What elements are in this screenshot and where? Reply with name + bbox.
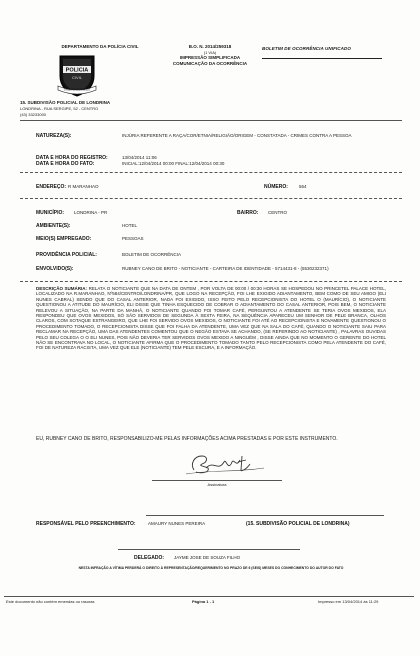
section-divider bbox=[20, 198, 402, 199]
delegado-line bbox=[118, 549, 300, 550]
delegado-value: JAYME JOSE DE SOUZA FILHO bbox=[174, 555, 241, 560]
meios-value: PESSOAS bbox=[122, 236, 144, 241]
police-badge-logo bbox=[56, 52, 98, 98]
department-title: DEPARTAMENTO DA POLÍCIA CIVIL bbox=[61, 44, 139, 49]
handwritten-signature bbox=[180, 448, 270, 480]
description-block bbox=[36, 286, 386, 351]
numero-label: NÚMERO: bbox=[264, 184, 288, 190]
registro-value: 13/04/2014 11:06 bbox=[122, 155, 157, 160]
municipio-label: MUNICÍPIO: bbox=[36, 210, 65, 216]
responsavel-label: RESPONSÁVEL PELO PREENCHIMENTO: bbox=[36, 521, 136, 527]
meios-label: MEIO(S) EMPREGADO: bbox=[36, 236, 92, 242]
bairro-value: CENTRO bbox=[268, 210, 287, 215]
description-label: DESCRIÇÃO SUMÁRIA: bbox=[36, 286, 88, 291]
unit-title: 15. SUBDIVISÃO POLICIAL DE LONDRINA bbox=[20, 100, 111, 105]
providencia-label: PROVIDÊNCIA POLICIAL: bbox=[36, 252, 97, 258]
providencia-value: BOLETIM DE OCORRÊNCIA bbox=[122, 252, 182, 257]
bo-number: B.O. N. 2014/259318 bbox=[188, 44, 232, 49]
endereco-label: ENDEREÇO: bbox=[36, 184, 67, 190]
signature-line bbox=[152, 480, 282, 481]
numero-value: 564 bbox=[299, 184, 307, 189]
bo-via: (1 VIA) bbox=[203, 50, 217, 55]
natureza-value: INJÚRIA REFERENTE A RAÇA/COR/ETNIA/RELIGIÃO/ORIGEM - CONSTATADA - CRIMES CONTRA A PESSOA bbox=[122, 133, 352, 138]
ambiente-label: AMBIENTE(S): bbox=[36, 223, 71, 229]
unit-phone: (43) 33233000 bbox=[20, 112, 47, 117]
page-indicator: Página 1 - 1 bbox=[192, 599, 215, 604]
badge-title: POLICIA bbox=[65, 67, 89, 74]
responsavel-unit: (15. SUBDIVISÃO POLICIAL DE LONDRINA) bbox=[246, 521, 350, 527]
comm-type: COMUNICAÇÃO DA OCORRÊNCIA bbox=[172, 61, 248, 66]
envolvidos-value: RUBNEY CANO DE BRITO - NOTICIANTE - CARTEIRA DE IDENTIDADE - 5714431-8 - (5530232371) bbox=[122, 266, 329, 271]
signature bbox=[180, 448, 270, 480]
responsavel-line bbox=[146, 515, 384, 516]
bo-system-logo bbox=[262, 46, 382, 59]
fato-label: DATA E HORA DO FATO: bbox=[36, 161, 95, 167]
legal-note: NESTA INFRAÇÃO A VÍTIMA PERDERÁ O DIREITO À REPRESENTAÇÃO/REQUERIMENTO NO PRAZO DE 6 (SEIS) MESES DO CONHECIMENTO DO AUTOR DO FATO bbox=[78, 566, 344, 570]
ambiente-value: HOTEL bbox=[122, 223, 138, 228]
badge-ribbon: ORDEM E PROGRESSO bbox=[63, 89, 91, 92]
envolvidos-label: ENVOLVIDO(S): bbox=[36, 266, 74, 272]
printed-on: Impresso em 13/04/2014 às 11:29 bbox=[318, 599, 379, 604]
description-text: RELATA O NOTICIANTE QUE NA DATA DE ONTEM , POR VOLTA DE 00:00 / 00:30 HORAS SE HOSPEDOU NO PRINCETEL PALACE HOTEL, LOCALIZADO NA R.MARANHAO, Nº584/CENTRO/LONDRINA/PR, QUE LOGO NA RECEPÇÃO, FOI LHE EXIGIDO ADIANTAMENTO, BEM COMO DE SEU AMIGO (ELI NUNES CABRAL) SENDO QUE DO CASAL ANTERIOR, NADA FOI EXIGIDO, ISSO FEITO PELO RECEPCIONISTA DO HOTEL O (MAURÍCIO), O NOTICIANTE QUESTIONOU A ATITUDE DO MAURÍCIO, ELI DISSE QUE TINHA ESQUECIDO DE COBRAR O ADIANTAMENTO DO CASAL ANTERIOR, POIS BEM, O NOTICIANTE RELEVOU A SITUAÇÃO, NA PARTE DA MANHÃ, O NOTICIANTE QUANDO FOI TOMAR CAFÉ, PERGUNTOU A ATENDENTE SE TERIA OVOS MEXIDOS, ELA RESPONDEU QUE OVOS MEXIDOS, SÓ SÃO SERVIDOS DE SEGUNDA À SEXTA FEIRA, NA SEQUÊNCIA APARECEU UM SENHOR DE PELE BRANCA, OLHOS CLAROS, COM SOTAQUE ESTRANGEIRO, QUE LHE FOI SERVIDO OVOS MEXIDOS, O NOTICIANTE FOI ATÉ AO RECEPCIONISTA E NOVAMENTE QUESTIONOU O PROCEDIMENTO TOMADO, O RECEPCIONISTA DISSE QUE FOI FALHA DA ATENDENTE, UMA VEZ QUE NA SALA DO CAFÉ, QUANDO O NOTICIANTE SAIU PARA RECLAMAR NA RECEPÇÃO, UMA DAS ATENDENTES COMENTOU QUE O NEGÃO ESTAVA SE ACHANDO, (SE REFERINDO AO NOTICIANTE) , PALAVRAS OUVIDAS PELO SEU COLEGA O O ELI NUNES, POIS NÃO DEVERIA TER SERVIDOS OVOS MEXIDO A NINGUÉM , DISSE AINDA QUE NO MOMENTO O GERENTE DO HOTEL NÃO SE ENCONTRAVA NO LOCAL, O NOTICIANTE AFIRMA QUE O PROCEDIMENTO TOMADO TANTO PELO RECEPCIONISTA COMO PELA ATENDENTE DO CAFÉ, FOI DE NATUREZA RACISTA, UMA VEZ QUE ELE (NOTICIANTE) TEM PELE ESCURA, E A INFORMAÇÃO. bbox=[36, 286, 386, 351]
badge-subtitle: CIVIL bbox=[71, 75, 83, 80]
responsavel-value: AMAURY NUNES PEREIRA bbox=[148, 521, 206, 526]
print-type: IMPRESSÃO SIMPLIFICADA bbox=[179, 55, 241, 60]
emendas-note: Este documento não contém emendas ou rasuras bbox=[6, 599, 95, 604]
fato-value: INICIAL:12/04/2014 00:00 FINAL:12/04/2014 00:30 bbox=[122, 161, 225, 166]
registro-label: DATA E HORA DO REGISTRO: bbox=[36, 155, 108, 161]
delegado-label: DELEGADO: bbox=[134, 555, 164, 561]
declaration-text: EU, RUBNEY CANO DE BRITO, RESPONSABILIZO-ME PELAS INFORMAÇÕES ACIMA PRESTADAS E POR ESTE INSTRUMENTO. bbox=[36, 436, 338, 442]
municipio-value: LONDRINA - PR bbox=[74, 210, 108, 215]
section-divider bbox=[20, 172, 402, 173]
signature-caption: Assinatura bbox=[207, 482, 227, 487]
endereco-value: R MARANHAO bbox=[68, 184, 99, 189]
header-divider bbox=[20, 120, 402, 121]
bairro-label: BAIRRO: bbox=[237, 210, 259, 216]
unit-address: LONDRINA - RUA SERGIPE, 52 - CENTRO bbox=[20, 106, 99, 111]
system-logo-text: BOLETIM DE OCORRÊNCIA UNIFICADO bbox=[262, 46, 351, 51]
natureza-label: NATUREZA(S): bbox=[36, 133, 72, 139]
footer-divider bbox=[4, 596, 414, 597]
section-divider bbox=[20, 281, 402, 282]
